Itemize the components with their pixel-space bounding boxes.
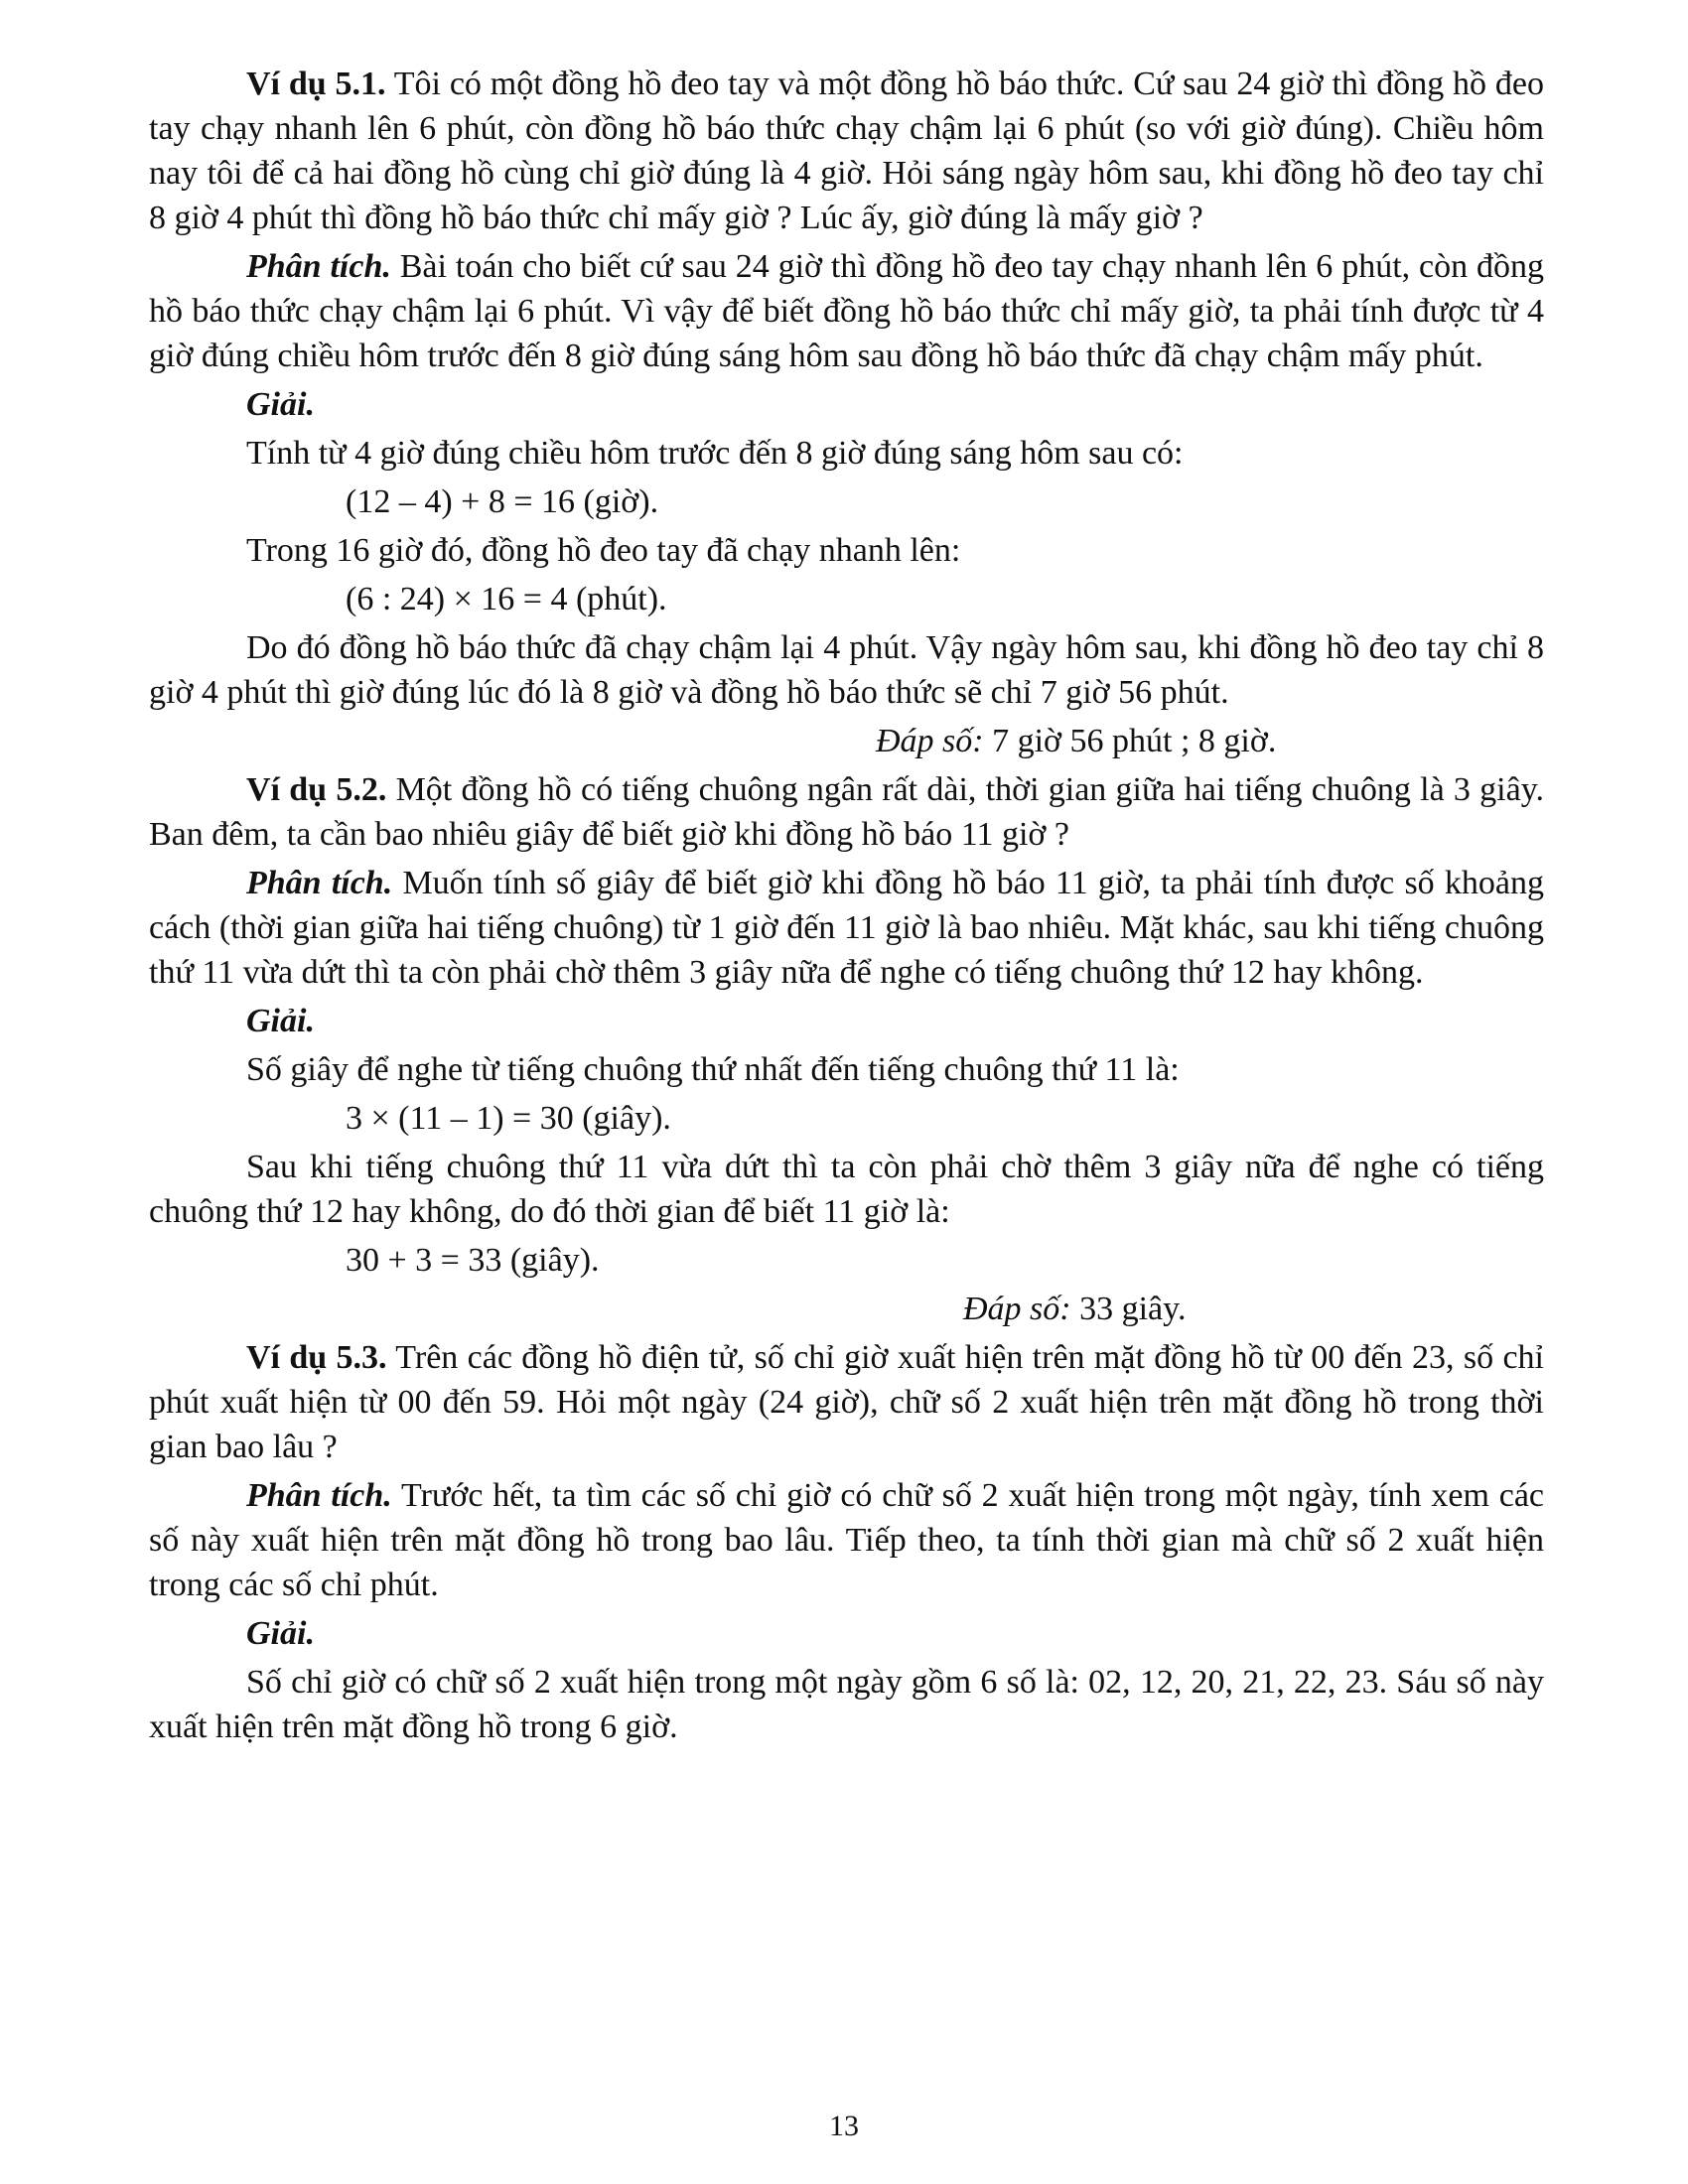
example-5-1-problem: [149, 62, 1544, 240]
answer-label: Đáp số:: [963, 1291, 1071, 1327]
analysis-label: Phân tích.: [246, 248, 391, 285]
example-5-1-analysis: [149, 244, 1544, 378]
analysis-text: Trước hết, ta tìm các số chỉ giờ có chữ số 2 xuất hiện trong một ngày, tính xem các số này xuất hiện trên mặt đồng hồ trong bao lâu. Tiếp theo, ta tính thời gian mà chữ số 2 xuất hiện trong các số chỉ phút.: [149, 1477, 1545, 1603]
example-5-3-analysis: [149, 1473, 1544, 1607]
example-5-2-problem: [149, 767, 1544, 857]
problem-text: Tôi có một đồng hồ đeo tay và một đồng hồ báo thức. Cứ sau 24 giờ thì đồng hồ đeo tay chạy nhanh lên 6 phút, còn đồng hồ báo thức chạy chậm lại 6 phút (so với giờ đúng). Chiều hôm nay tôi để cả hai đồng hồ cùng chỉ giờ đúng là 4 giờ. Hỏi sáng ngày hôm sau, khi đồng hồ đeo tay chỉ 8 giờ 4 phút thì đồng hồ báo thức chỉ mấy giờ ? Lúc ấy, giờ đúng là mấy giờ ?: [149, 66, 1544, 236]
example-label: Ví dụ 5.1.: [246, 66, 386, 102]
solution-label: Giải.: [246, 1615, 315, 1652]
analysis-label: Phân tích.: [246, 1477, 392, 1514]
formula: (6 : 24) × 16 = 4 (phút).: [346, 581, 667, 617]
solution-step: Do đó đồng hồ báo thức đã chạy chậm lại 4 phút. Vậy ngày hôm sau, khi đồng hồ đeo tay chỉ 8 giờ 4 phút thì giờ đúng lúc đó là 8 giờ và đồng hồ báo thức sẽ chỉ 7 giờ 56 phút.: [149, 629, 1544, 711]
formula: 3 × (11 – 1) = 30 (giây).: [346, 1100, 671, 1137]
page-content: [149, 62, 1544, 1749]
problem-text: Một đồng hồ có tiếng chuông ngân rất dài, thời gian giữa hai tiếng chuông là 3 giây. Ban đêm, ta cần bao nhiêu giây để biết giờ khi đồng hồ báo 11 giờ ?: [149, 771, 1544, 853]
answer-line: [149, 1287, 1544, 1331]
problem-text: Trên các đồng hồ điện tử, số chỉ giờ xuất hiện trên mặt đồng hồ từ 00 đến 23, số chỉ phút xuất hiện từ 00 đến 59. Hỏi một ngày (24 giờ), chữ số 2 xuất hiện trên mặt đồng hồ trong thời gian bao lâu ?: [149, 1339, 1544, 1465]
answer-value: 33 giây.: [1070, 1291, 1187, 1327]
page-number: 13: [829, 2110, 859, 2142]
example-label: Ví dụ 5.3.: [246, 1339, 387, 1376]
analysis-label: Phân tích.: [246, 865, 393, 901]
example-5-3-problem: [149, 1335, 1544, 1469]
answer-value: 7 giờ 56 phút ; 8 giờ.: [983, 723, 1277, 759]
formula: (12 – 4) + 8 = 16 (giờ).: [346, 483, 659, 520]
solution-step: Số giây để nghe từ tiếng chuông thứ nhất đến tiếng chuông thứ 11 là:: [246, 1051, 1180, 1088]
solution-step: Sau khi tiếng chuông thứ 11 vừa dứt thì ta còn phải chờ thêm 3 giây nữa để nghe có tiếng chuông thứ 12 hay không, do đó thời gian để biết 11 giờ là:: [149, 1149, 1544, 1230]
solution-step: Tính từ 4 giờ đúng chiều hôm trước đến 8 giờ đúng sáng hôm sau có:: [246, 435, 1184, 472]
formula: 30 + 3 = 33 (giây).: [346, 1242, 600, 1279]
analysis-text: Bài toán cho biết cứ sau 24 giờ thì đồng hồ đeo tay chạy nhanh lên 6 phút, còn đồng hồ báo thức chạy chậm lại 6 phút. Vì vậy để biết đồng hồ báo thức chỉ mấy giờ, ta phải tính được từ 4 giờ đúng chiều hôm trước đến 8 giờ đúng sáng hôm sau đồng hồ báo thức đã chạy chậm mấy phút.: [149, 248, 1544, 374]
analysis-text: Muốn tính số giây để biết giờ khi đồng hồ báo 11 giờ, ta phải tính được số khoảng cách (thời gian giữa hai tiếng chuông) từ 1 giờ đến 11 giờ là bao nhiêu. Mặt khác, sau khi tiếng chuông thứ 11 vừa dứt thì ta còn phải chờ thêm 3 giây nữa để nghe có tiếng chuông thứ 12 hay không.: [149, 865, 1544, 991]
example-label: Ví dụ 5.2.: [246, 771, 387, 808]
answer-line: [149, 719, 1544, 763]
solution-label: Giải.: [246, 1003, 315, 1039]
solution-step: Trong 16 giờ đó, đồng hồ đeo tay đã chạy nhanh lên:: [246, 532, 961, 569]
example-5-2-analysis: [149, 861, 1544, 995]
solution-label: Giải.: [246, 386, 315, 423]
answer-label: Đáp số:: [876, 723, 984, 759]
solution-step: Số chỉ giờ có chữ số 2 xuất hiện trong một ngày gồm 6 số là: 02, 12, 20, 21, 22, 23. Sáu số này xuất hiện trên mặt đồng hồ trong 6 giờ.: [149, 1664, 1544, 1745]
